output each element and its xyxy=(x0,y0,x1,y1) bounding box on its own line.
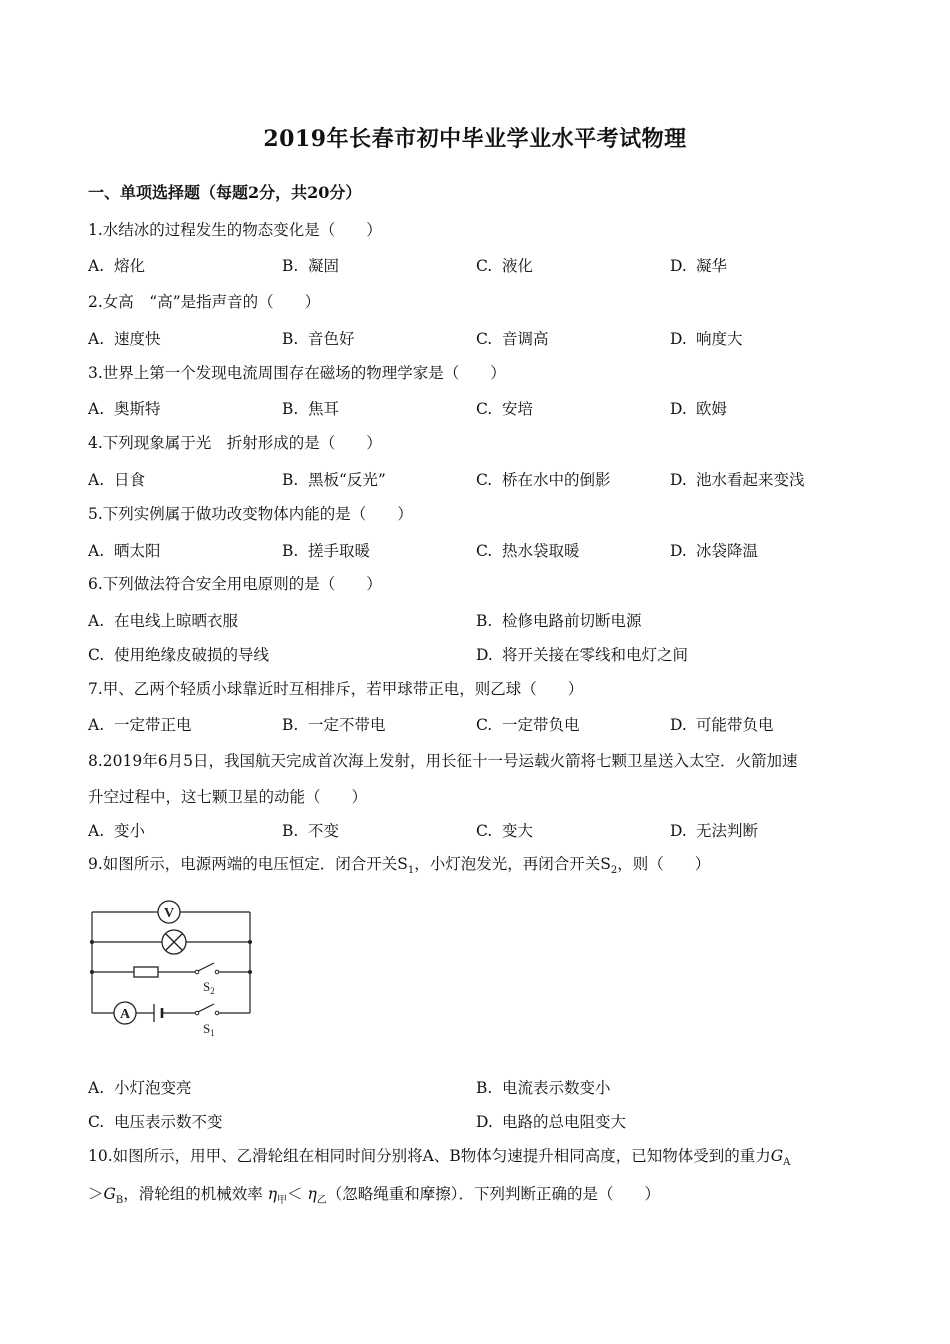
option-c[interactable]: C. 音调高 xyxy=(476,330,549,348)
switch-s1-icon xyxy=(195,1004,219,1038)
section-heading: 一、单项选择题（每题2分，共20分） xyxy=(88,183,362,202)
question-stem: 10.如图所示，用甲、乙滑轮组在相同时间分别将A、B物体匀速提升相同高度，已知物体受到的重力$G_A$ xyxy=(88,1147,791,1169)
option-b[interactable]: B. 检修电路前切断电源 xyxy=(476,612,642,630)
option-row xyxy=(88,254,868,276)
option-d[interactable]: D. 可能带负电 xyxy=(670,716,774,734)
option-row xyxy=(88,643,868,665)
option-d[interactable]: D. 电路的总电阻变大 xyxy=(476,1113,627,1131)
question-stem: 4.下列现象属于光 折射形成的是（ ） xyxy=(88,434,382,452)
page-title: 2019年长春市初中毕业学业水平考试物理 xyxy=(263,126,687,152)
circuit-diagram xyxy=(86,890,266,1040)
option-d[interactable]: D. 响度大 xyxy=(670,330,743,348)
option-row xyxy=(88,468,868,490)
svg-text:V: V xyxy=(163,906,175,921)
option-c[interactable]: C. 液化 xyxy=(476,257,534,275)
question-stem: 3.世界上第一个发现电流周围存在磁场的物理学家是（ ） xyxy=(88,364,506,382)
option-b[interactable]: B. 电流表示数变小 xyxy=(476,1079,611,1097)
option-d[interactable]: D. 无法判断 xyxy=(670,822,759,840)
option-a[interactable]: A. 一定带正电 xyxy=(88,716,192,734)
question-stem: 7.甲、乙两个轻质小球靠近时互相排斥，若甲球带正电，则乙球（ ） xyxy=(88,680,584,698)
option-c[interactable]: C. 桥在水中的倒影 xyxy=(476,471,611,489)
resistor-icon xyxy=(134,967,158,977)
option-row xyxy=(88,609,868,631)
question-stem: 2.女高 “高”是指声音的（ ） xyxy=(88,293,321,311)
option-a[interactable]: A. 小灯泡变亮 xyxy=(88,1079,192,1097)
option-a[interactable]: A. 晒太阳 xyxy=(88,542,161,560)
option-b[interactable]: B. 不变 xyxy=(282,822,340,840)
option-row xyxy=(88,1110,868,1132)
question-stem: 9.如图所示，电源两端的电压恒定．闭合开关$S_1$，小灯泡发光，再闭合开关$S_2$，则（ ） xyxy=(88,855,711,877)
option-b[interactable]: B. 凝固 xyxy=(282,257,340,275)
option-a[interactable]: A. 奥斯特 xyxy=(88,400,161,418)
option-c[interactable]: C. 一定带负电 xyxy=(476,716,580,734)
option-a[interactable]: A. 变小 xyxy=(88,822,146,840)
option-b[interactable]: B. 焦耳 xyxy=(282,400,340,418)
switch-s2-icon xyxy=(195,963,219,996)
option-d[interactable]: D. 将开关接在零线和电灯之间 xyxy=(476,646,689,664)
question-stem: 1.水结冰的过程发生的物态变化是（ ） xyxy=(88,221,382,239)
ammeter-icon xyxy=(114,1002,136,1024)
option-a[interactable]: A. 熔化 xyxy=(88,257,146,275)
option-c[interactable]: C. 变大 xyxy=(476,822,534,840)
question-stem: 6.下列做法符合安全用电原则的是（ ） xyxy=(88,575,382,593)
option-d[interactable]: D. 欧姆 xyxy=(670,400,728,418)
option-c[interactable]: C. 安培 xyxy=(476,400,534,418)
option-row xyxy=(88,397,868,419)
question-stem: 5.下列实例属于做功改变物体内能的是（ ） xyxy=(88,505,413,523)
option-c[interactable]: C. 电压表示数不变 xyxy=(88,1113,223,1131)
option-b[interactable]: B. 音色好 xyxy=(282,330,355,348)
question-stem: 8.2019年6月5日，我国航天完成首次海上发射，用长征十一号运载火箭将七颗卫星送入太空．火箭加速 xyxy=(88,752,798,770)
option-row xyxy=(88,1076,868,1098)
question-stem-continued: $>G_B$，滑轮组的机械效率 $\eta_甲< \eta_乙$（忽略绳重和摩擦）．下列判断正确的是（ ） xyxy=(88,1185,661,1207)
lamp-icon xyxy=(162,930,186,954)
option-d[interactable]: D. 池水看起来变浅 xyxy=(670,471,805,489)
question-stem-continued: 升空过程中，这七颗卫星的动能（ ） xyxy=(88,788,368,806)
option-c[interactable]: C. 使用绝缘皮破损的导线 xyxy=(88,646,270,664)
option-b[interactable]: B. 搓手取暖 xyxy=(282,542,371,560)
option-row xyxy=(88,327,868,349)
option-row xyxy=(88,539,868,561)
option-d[interactable]: D. 凝华 xyxy=(670,257,728,275)
svg-text:S1: $S_1$ xyxy=(203,1021,215,1038)
option-d[interactable]: D. 冰袋降温 xyxy=(670,542,759,560)
option-a[interactable]: A. 在电线上晾晒衣服 xyxy=(88,612,239,630)
battery-icon xyxy=(154,1004,162,1022)
svg-text:S2: $S_2$ xyxy=(203,979,215,996)
svg-text:A: A xyxy=(119,1007,131,1022)
option-a[interactable]: A. 日食 xyxy=(88,471,146,489)
option-b[interactable]: B. 黑板“反光” xyxy=(282,471,386,489)
option-row xyxy=(88,713,868,735)
option-b[interactable]: B. 一定不带电 xyxy=(282,716,386,734)
option-c[interactable]: C. 热水袋取暖 xyxy=(476,542,580,560)
option-a[interactable]: A. 速度快 xyxy=(88,330,161,348)
option-row xyxy=(88,819,868,841)
voltmeter-icon xyxy=(158,901,180,923)
